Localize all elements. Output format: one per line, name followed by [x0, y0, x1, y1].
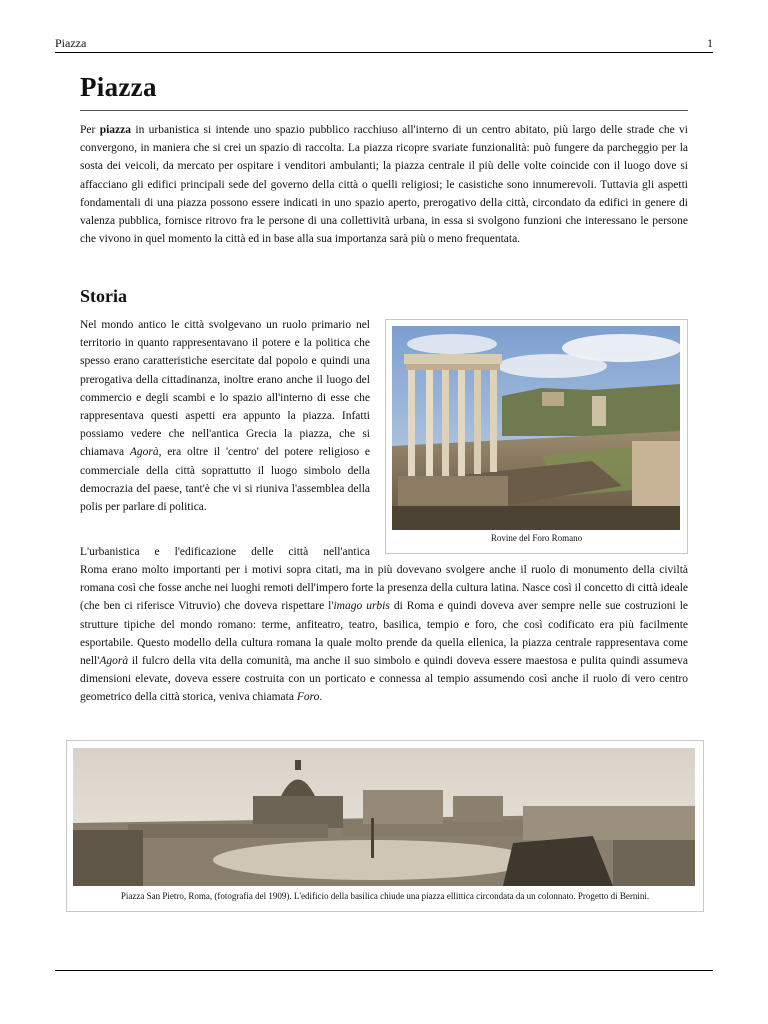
storia-paragraph-1: Nel mondo antico le città svolgevano un ruolo primario nel territorio in quanto rappresentavano il potere e la politica che spesso erano caratteristiche esercitate dal popolo e quindi una prerogativa della cittadinanza, inoltre erano anche il luogo del commercio e degli scambi e lo spazio all'interno di esse che rappresentava questi aspetti era appunto la piazza. Infatti possiamo vedere che nell'antica Grecia la piazza, che si chiamava Agorà, era oltre il 'centro' del potere religioso e commerciale della città soprattutto il luogo simbolo della democrazia del paese, tant'è che vi si riuniva l'assemblea della polis per parlare di politica. [80, 319, 370, 514]
bold-term: piazza [99, 124, 132, 136]
figure-caption: Rovine del Foro Romano [490, 533, 583, 543]
storia-paragraph-2-first-line: L'urbanistica e l'edificazione delle città nell'antica [80, 546, 370, 558]
intro-paragraph: Per piazza in urbanistica si intende uno spazio pubblico racchiuso all'interno di un centro abitato, più largo delle strade che vi convergono, in maniera che si crei un spazio di raccolta. La piazza ricopre svariate funzionalità: può fungere da parcheggio per la sosta dei veicoli, da mercato per ospitare i venditori ambulanti; la piazza centrale il più delle volte coincide con il luogo dove si affacciano gli edifici principali sede del governo della città o quelli religiosi; le casistiche sono innumerevoli. Tuttavia gli aspetti fondamentali di una piazza possono essere indicati in uno spazio aperto, prerogativo della città, circondato da edifici in genere di valenza pubblica, fornisce ritrovo fra le persone di una collettività urbana, in essa si svolgono funzioni che interessano le persone che vivono in quel momento la città ed in base alla sua importanza sarà più o meno frequentata. [80, 124, 688, 246]
piazza-san-pietro-photo [73, 748, 695, 886]
page-footer-rule [55, 970, 713, 971]
page-number: 1 [707, 36, 713, 50]
header-title: Piazza [55, 36, 87, 50]
page-header [55, 36, 713, 53]
foro-romano-photo [392, 326, 680, 530]
article-title: Piazza [80, 72, 157, 102]
title-divider [80, 110, 688, 111]
figure-caption: Piazza San Pietro, Roma, (fotografia del 1909). L'edificio della basilica chiude una piazza ellittica circondata da un colonnato. Progetto di Bernini. [120, 891, 650, 901]
figure-piazza-san-pietro [66, 740, 704, 912]
storia-paragraph-2: Roma erano molto importanti per i motivi sopra citati, ma in più dovevano svolgere anche il ruolo di monumento della civiltà romana così che fosse anche nei luoghi remoti dell'impero forte la presenza della cultura latina. Nasce così il concetto di città ideale (che ben ci riferisce Vitruvio) che doveva rispettare l'imago urbis di Roma e quindi doveva aver sempre nelle sue costruzioni le strutture tipiche del mondo romano: terme, anfiteatro, teatro, basilica, tempio e foro, che così codificato era più facilmente esportabile. Questo modello della cultura romana la quale molto prende da quella ellenica, la piazza centrale rappresentava come nell'Agorà il fulcro della vita della comunità, ma anche il suo simbolo e quindi doveva essere maestosa e pulita quindi assumeva dimensioni elevate, doveva essere costruita con un porticato e connessa al tempio assumendo così anche il ruolo di vero centro geometrico della città storica, veniva chiamata Foro. [80, 564, 688, 704]
section-heading-storia: Storia [80, 286, 127, 306]
figure-foro-romano [385, 319, 688, 554]
